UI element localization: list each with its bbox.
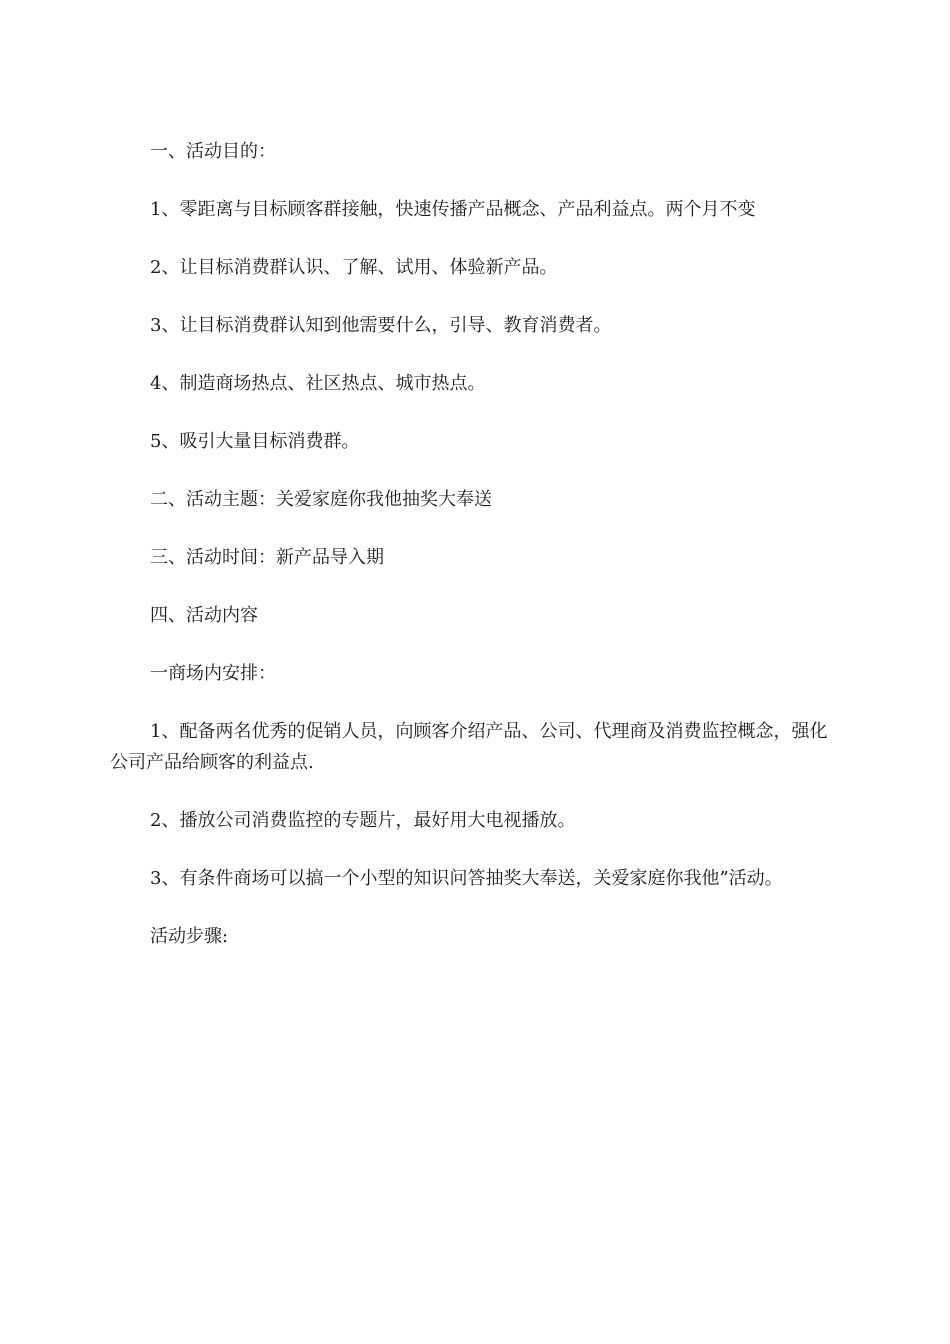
mall-item-2: 2、播放公司消费监控的专题片，最好用大电视播放。 — [150, 810, 576, 831]
purpose-item-3: 3、让目标消费群认知到他需要什么，引导、教育消费者。 — [150, 315, 612, 336]
steps-heading: 活动步骤: — [150, 926, 229, 947]
section-heading-content: 四、活动内容 — [150, 605, 258, 626]
purpose-item-5: 5、吸引大量目标消费群。 — [150, 431, 360, 452]
document-body — [110, 136, 840, 979]
mall-item-1: 1、配备两名优秀的促销人员，向顾客介绍产品、公司、代理商及消费监控概念，强化公司产品给顾客的利益点. — [110, 721, 828, 773]
purpose-item-2: 2、让目标消费群认识、了解、试用、体验新产品。 — [150, 257, 558, 278]
mall-item-3: 3、有条件商场可以搞一个小型的知识问答抽奖大奉送，关爱家庭你我他”活动。 — [150, 868, 783, 889]
purpose-item-4: 4、制造商场热点、社区热点、城市热点。 — [150, 373, 486, 394]
subsection-heading-mall: 一商场内安排： — [150, 663, 276, 684]
section-heading-time: 三、活动时间：新产品导入期 — [150, 547, 384, 568]
purpose-item-1: 1、零距离与目标顾客群接触，快速传播产品概念、产品利益点。两个月不变 — [150, 199, 756, 220]
section-heading-theme: 二、活动主题：关爱家庭你我他抽奖大奉送 — [150, 489, 492, 510]
section-heading-purpose: 一、活动目的： — [150, 141, 276, 162]
